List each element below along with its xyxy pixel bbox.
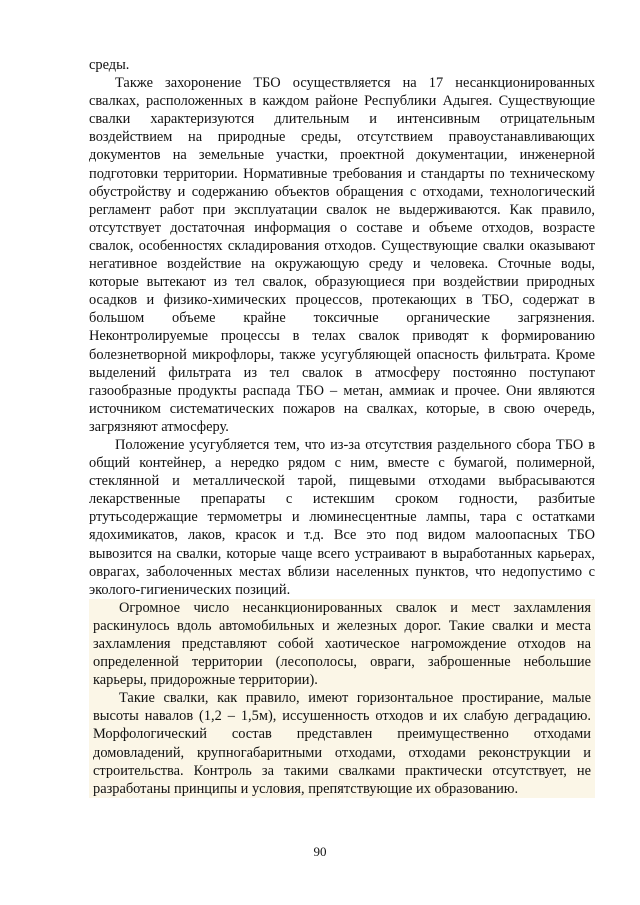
paragraph-dump-characteristics: Такие свалки, как правило, имеют горизонтальное простирание, малые высоты навалов (1,2 – 1,5м), иссушенность отходов и их слабую деградацию. Морфологический состав представлен преимущественно отходами домовладений, крупногабаритными отходами, отходами реконструкции и строительства. Контроль за такими свалками практически отсутствует, не разработаны принципы и условия, препятствующие их образованию. — [89, 689, 595, 798]
document-page — [89, 56, 595, 798]
paragraph-unauthorized-dumps: Огромное число несанкционированных свалок и мест захламления раскинулось вдоль автомобильных и железных дорог. Такие свалки и места захламления представляют собой хаотическое нагромождение отходов на определенной территории (лесополосы, овраги, заброшенные небольшие карьеры, придорожные территории). — [89, 599, 595, 689]
paragraph-continuation: среды. — [89, 57, 130, 73]
page-number: 90 — [313, 844, 327, 859]
paragraph-landfills: Также захоронение ТБО осуществляется на 17 несанкционированных свалках, расположенных в каждом районе Республики Адыгея. Существующие свалки характеризуются длительным и интенсивным отрицательным воздействием на природные среды, отсутствием правоустанавливающих документов на земельные участки, проектной документации, инженерной подготовки территории. Нормативные требования и стандарты по техническому обустройству и содержанию объектов обращения с отходами, технологический регламент работ при эксплуатации свалок не выдерживаются. Как правило, отсутствует достаточная информация о составе и объеме отходов, возрасте свалок, особенностях складирования отходов. Существующие свалки оказывают негативное воздействие на окружающую среду и человека. Сточные воды, которые вытекают из тел свалок, образующиеся при воздействии природных осадков и физико-химических процессов, протекающих в ТБО, содержат в большом объеме крайне токсичные органические загрязнения. Неконтролируемые процессы в телах свалок приводят к формированию болезнетворной микрофлоры, также усугубляющей опасность фильтрата. Кроме выделений фильтрата из тел свалок в атмосферу постоянно поступают газообразные продукты распада ТБО – метан, аммиак и прочее. Они являются источником систематических пожаров на свалках, которые, в свою очередь, загрязняют атмосферу. — [89, 75, 595, 435]
paragraph-separate-collection: Положение усугубляется тем, что из-за отсутствия раздельного сбора ТБО в общий контейнер, а нередко рядом с ним, вместе с бумагой, полимерной, стеклянной и металлической тарой, пищевыми отходами выбрасываются лекарственные препараты с истекшим сроком годности, разбитые ртутьсодержащие термометры и люминесцентные лампы, тара с остатками ядохимикатов, лаков, красок и т.д. Все это под видом малоопасных ТБО вывозится на свалки, которые чаще всего устраивают в выработанных карьерах, оврагах, заболоченных местах вблизи населенных пунктов, что недопустимо с эколого-гигиенических позиций. — [89, 436, 595, 598]
